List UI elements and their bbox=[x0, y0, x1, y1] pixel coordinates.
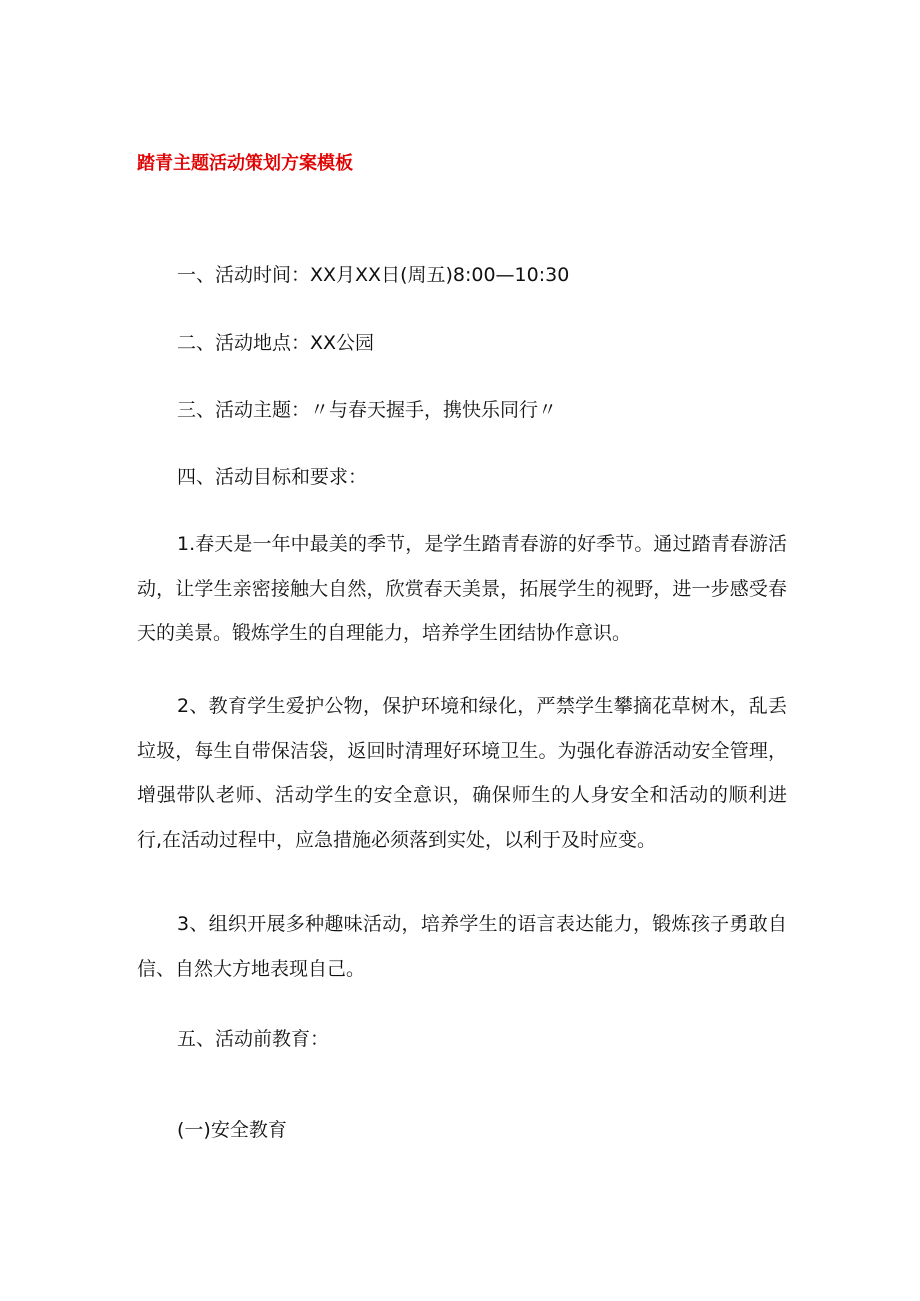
document-title: 踏青主题活动策划方案模板 bbox=[137, 153, 353, 174]
activity-location-line: 二、活动地点：XX公园 bbox=[177, 332, 375, 354]
goal-paragraph-2: 2、教育学生爱护公物，保护环境和绿化，严禁学生攀摘花草树木，乱丢垃圾，每生自带保洁袋，返回时清理好环境卫生。为强化春游活动安全管理，增强带队老师、活动学生的安全意识，确保师生的人身安全和活动的顺利进行,在活动过程中，应急措施必须落到实处，以利于及时应变。 bbox=[137, 695, 787, 851]
activity-theme-line: 三、活动主题：〃与春天握手，携快乐同行〃 bbox=[177, 399, 558, 421]
activity-time-line: 一、活动时间：XX月XX日(周五)8:00—10:30 bbox=[177, 264, 570, 286]
goal-paragraph-1: 1.春天是一年中最美的季节，是学生踏青春游的好季节。通过踏青春游活动，让学生亲密接触大自然，欣赏春天美景，拓展学生的视野，进一步感受春天的美景。锻炼学生的自理能力，培养学生团结协作意识。 bbox=[137, 533, 787, 644]
activity-goals-heading: 四、活动目标和要求： bbox=[177, 466, 368, 488]
goal-paragraph-3: 3、组织开展多种趣味活动，培养学生的语言表达能力，锻炼孩子勇敢自信、自然大方地表现自己。 bbox=[137, 913, 787, 980]
pre-activity-education-heading: 五、活动前教育： bbox=[177, 1028, 330, 1050]
safety-education-subheading: (一)安全教育 bbox=[177, 1119, 287, 1141]
